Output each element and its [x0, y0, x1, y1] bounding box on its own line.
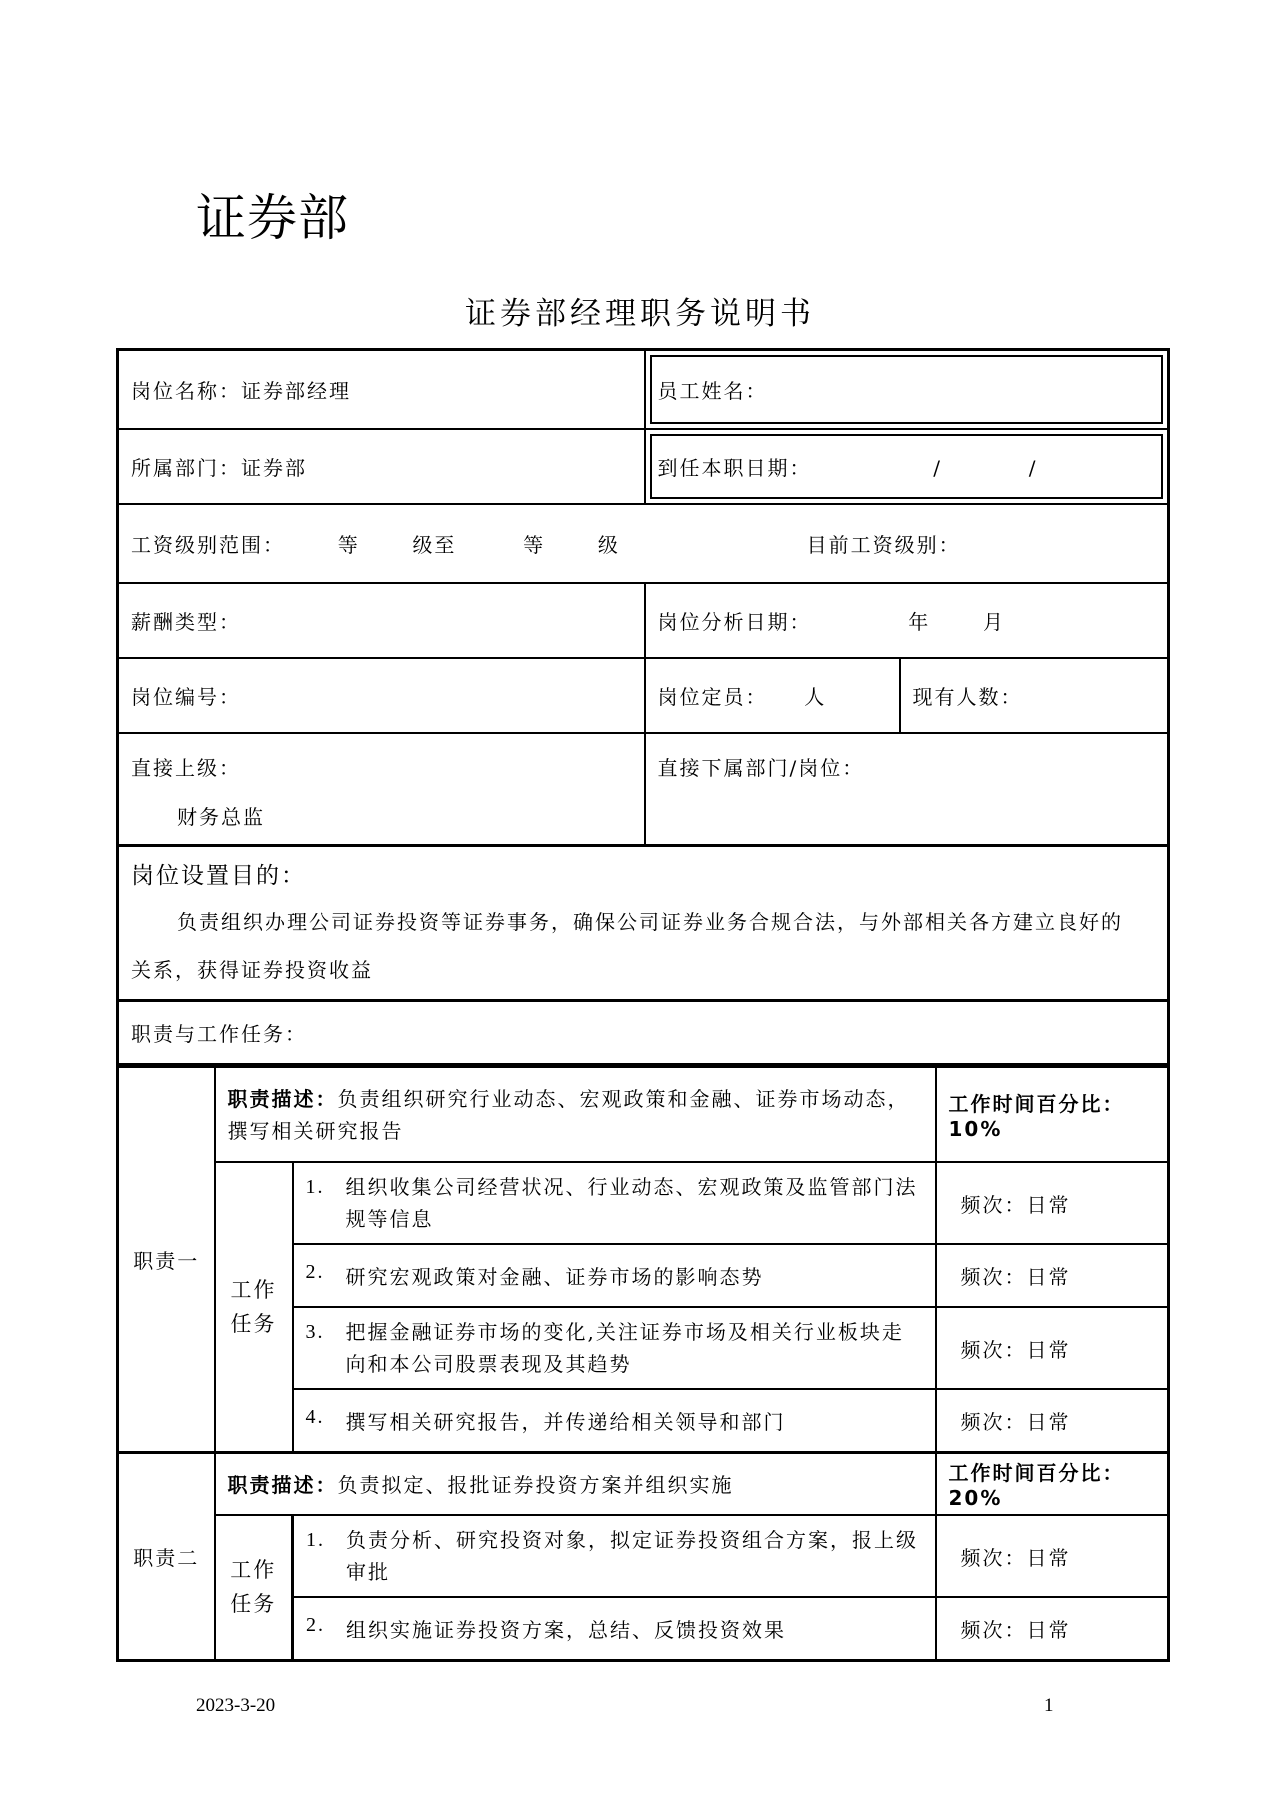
purpose-cell	[118, 846, 1169, 1001]
position-name-cell: 岗位名称：证券部经理	[118, 350, 645, 429]
purpose-text-1: 负责组织办理公司证券投资等证券事务，确保公司证券业务合规合法，与外部相关各方建立良好的	[177, 910, 1123, 934]
analysis-year: 年	[908, 609, 931, 634]
job-description-sheet	[116, 348, 1167, 1662]
quota-label: 岗位定员：	[657, 684, 768, 709]
department-cell: 所属部门：证券部	[118, 429, 645, 504]
duty-2-name: 职责二	[118, 1452, 215, 1660]
duty-1-time-pct: 工作时间百分比：10%	[936, 1067, 1169, 1162]
duty-1-task-2-text-1: 研究宏观政策对金融、证券市场的影响态势	[345, 1265, 764, 1289]
superior-value: 财务总监	[177, 804, 265, 829]
duty-2-tasks-label-2: 任务	[230, 1592, 277, 1617]
duty-2-task-2-freq: 频次：日常	[936, 1597, 1169, 1660]
salary-range-label: 工资级别范围：	[131, 532, 285, 557]
current-salary-label: 目前工资级别：	[806, 532, 961, 557]
duty-2-task-2	[293, 1597, 936, 1660]
subordinate-label: 直接下属部门/岗位：	[657, 755, 865, 780]
duty-2-task-2-text-1: 组织实施证券投资方案，总结、反馈投资效果	[346, 1617, 786, 1642]
duty-2-task-1	[293, 1515, 936, 1597]
duty-2-desc-text-1: 负责拟定、报批证券投资方案并组织实施	[337, 1473, 734, 1498]
duty-1-desc-label: 职责描述：	[227, 1086, 338, 1111]
superior-label: 直接上级：	[131, 755, 241, 780]
employee-name-label: 员工姓名：	[657, 378, 768, 403]
department-heading: 证券部	[196, 189, 349, 247]
duty-2-tasks-label	[215, 1515, 293, 1660]
page-number: 1	[1044, 1695, 1054, 1716]
duty-2-task-1-text-1: 负责分析、研究投资对象，拟定证券投资组合方案，报上级	[346, 1528, 918, 1552]
subordinate-cell	[645, 733, 1169, 846]
superior-cell	[118, 733, 645, 846]
duty-1-task-4-text-1: 撰写相关研究报告，并传递给相关领导和部门	[345, 1409, 786, 1434]
start-date-sep-2: /	[1028, 455, 1038, 480]
duty-1-task-2	[293, 1244, 936, 1307]
analysis-date-cell	[645, 583, 1169, 658]
duty-1-task-2-num: 2.	[305, 1261, 325, 1283]
analysis-date-label: 岗位分析日期：	[657, 609, 812, 634]
duty-1-description	[215, 1067, 936, 1162]
analysis-month: 月	[982, 609, 1005, 634]
purpose-text-2: 关系，获得证券投资收益	[131, 958, 373, 982]
duty-1-tasks-label	[215, 1162, 293, 1452]
employee-name-cell[interactable]	[645, 350, 1169, 429]
duties-table	[116, 1066, 1170, 1662]
basic-info-table	[116, 348, 1170, 1066]
duty-1-task-1-num: 1.	[305, 1176, 325, 1198]
duty-2-desc-label: 职责描述：	[227, 1473, 338, 1498]
duty-1-tasks-label-2: 任务	[230, 1311, 277, 1336]
duty-2-task-1-num: 1.	[306, 1529, 325, 1551]
duty-1-task-1-text-2: 规等信息	[345, 1207, 434, 1231]
duty-1-task-3	[293, 1307, 936, 1389]
purpose-label: 岗位设置目的：	[131, 863, 306, 889]
duty-2-time-pct: 工作时间百分比：20%	[936, 1452, 1169, 1515]
duty-1-name: 职责一	[118, 1067, 215, 1452]
duty-1-task-1	[293, 1162, 936, 1244]
duty-2-description	[215, 1452, 936, 1515]
duty-1-task-3-freq: 频次：日常	[936, 1307, 1169, 1389]
salary-range-grade-b: 级至	[412, 532, 457, 557]
duty-1-task-2-freq: 频次：日常	[936, 1244, 1169, 1307]
document-title: 证券部经理职务说明书	[465, 296, 815, 332]
duties-header-cell: 职责与工作任务：	[118, 1001, 1169, 1065]
duty-1-task-4-num: 4.	[305, 1405, 325, 1428]
duty-1-task-1-freq: 频次：日常	[936, 1162, 1169, 1244]
salary-range-grade-a: 等	[337, 532, 360, 557]
duty-1-task-1-text-1: 组织收集公司经营状况、行业动态、宏观政策及监管部门法	[345, 1175, 918, 1199]
start-date-label: 到任本职日期：	[657, 455, 812, 480]
start-date-sep-1: /	[933, 455, 942, 480]
duty-1-task-3-text-1: 把握金融证券市场的变化,关注证券市场及相关行业板块走	[345, 1320, 904, 1344]
pay-type-cell: 薪酬类型：	[118, 583, 645, 658]
start-date-cell[interactable]	[645, 429, 1169, 504]
duty-1-desc-text-2: 撰写相关研究报告	[227, 1118, 404, 1143]
duty-1-task-4	[293, 1389, 936, 1452]
salary-range-grade-d: 级	[597, 532, 620, 557]
current-count-cell: 现有人数：	[900, 658, 1169, 733]
footer-date: 2023-3-20	[196, 1695, 276, 1716]
duty-2-task-2-num: 2.	[306, 1613, 325, 1636]
salary-range-row	[118, 504, 1169, 583]
duty-2-task-1-text-2: 审批	[346, 1560, 390, 1584]
salary-range-grade-c: 等	[523, 532, 546, 557]
duty-1-tasks-label-1: 工作	[230, 1277, 277, 1302]
duty-2-tasks-label-1: 工作	[230, 1558, 277, 1583]
quota-unit: 人	[804, 684, 827, 709]
position-no-cell: 岗位编号：	[118, 658, 645, 733]
duty-2-task-1-freq: 频次：日常	[936, 1515, 1169, 1597]
duty-1-task-3-num: 3.	[305, 1321, 325, 1343]
duty-1-desc-text-1: 负责组织研究行业动态、宏观政策和金融、证券市场动态，	[337, 1086, 910, 1111]
duty-1-task-4-freq: 频次：日常	[936, 1389, 1169, 1452]
duty-1-task-3-text-2: 向和本公司股票表现及其趋势	[345, 1352, 632, 1376]
quota-cell	[645, 658, 900, 733]
